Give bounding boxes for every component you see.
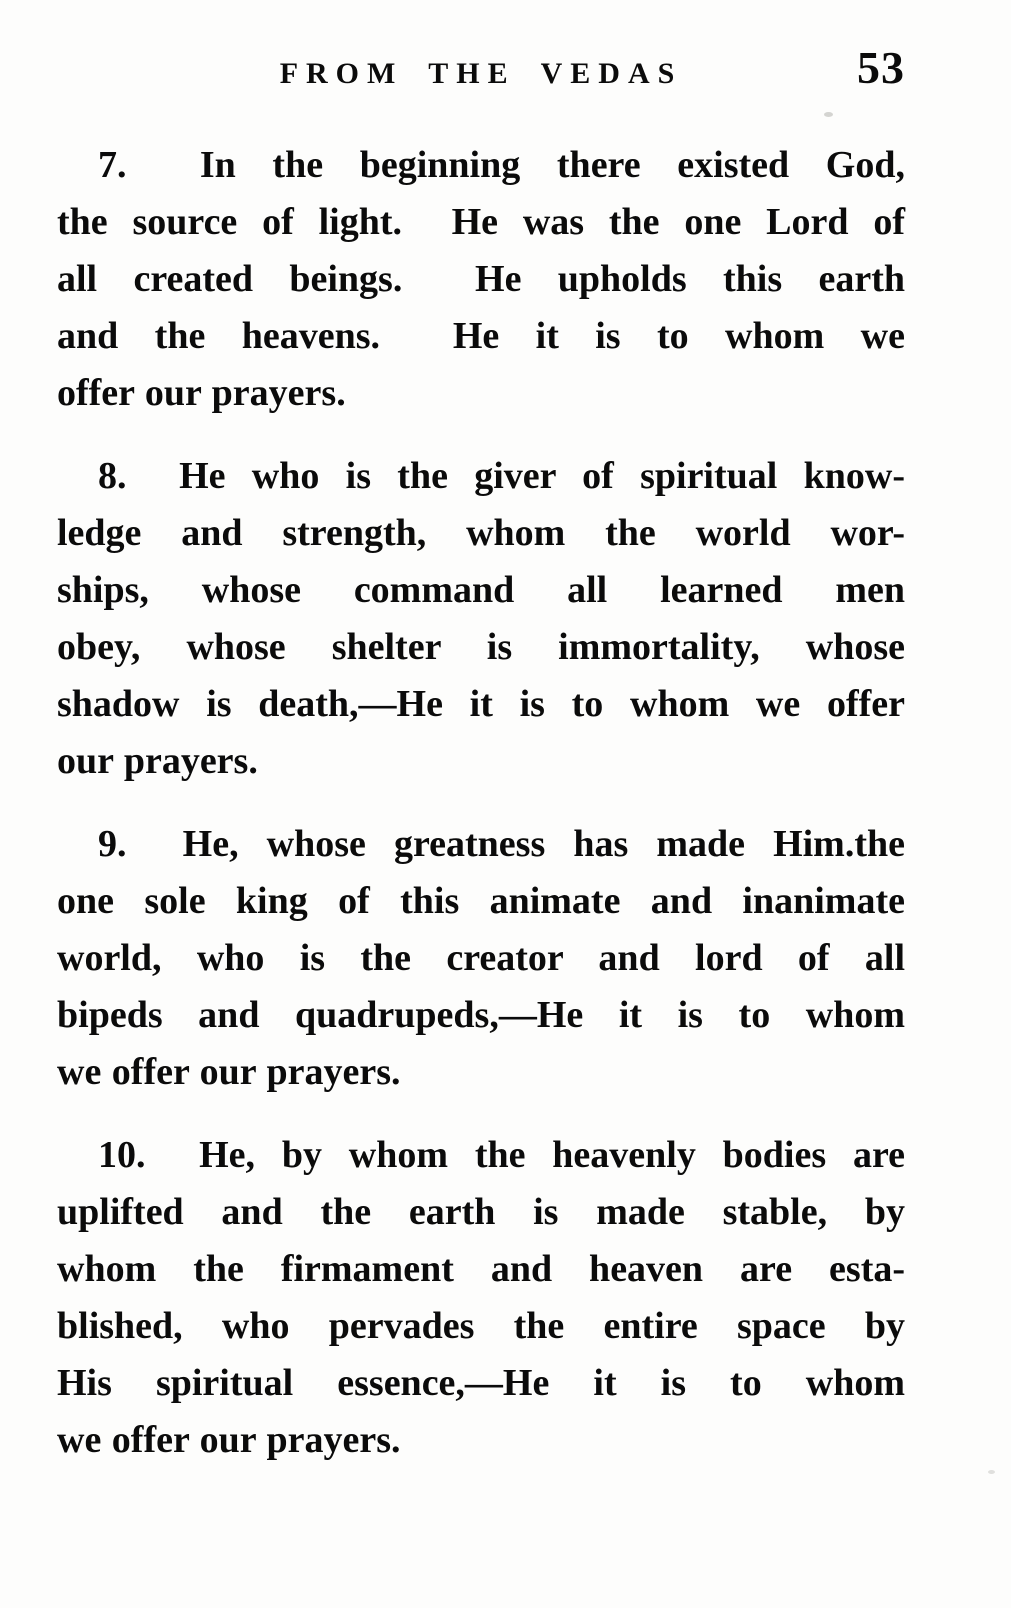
text-line: 9. He, whose greatness has made Him.the	[98, 823, 905, 865]
text-line: uplifted and the earth is made stable, by	[57, 1191, 905, 1233]
text-line: 7. In the beginning there existed God,	[98, 144, 905, 186]
text-line: ships, whose command all learned men	[57, 569, 905, 611]
scan-smudge-artifact	[988, 1470, 995, 1474]
text-line: blished, who pervades the entire space by	[57, 1305, 905, 1347]
paragraph-8	[57, 448, 905, 790]
text-line: shadow is death,—He it is to whom we offer	[57, 683, 905, 725]
text-line: and the heavens. He it is to whom we	[57, 315, 905, 357]
text-line: bipeds and quadrupeds,—He it is to whom	[57, 994, 905, 1036]
paragraph-9	[57, 816, 905, 1101]
text-line: 10. He, by whom the heavenly bodies are	[98, 1134, 905, 1176]
text-line: our prayers.	[57, 740, 258, 782]
text-line: His spiritual essence,—He it is to whom	[57, 1362, 905, 1404]
text-line: obey, whose shelter is immortality, whose	[57, 626, 905, 668]
paragraph-7	[57, 137, 905, 422]
page-number: 53	[857, 42, 905, 93]
scan-smudge-artifact	[824, 112, 833, 117]
text-line: all created beings. He upholds this earth	[57, 258, 905, 300]
paragraph-10	[57, 1127, 905, 1469]
text-line: we offer our prayers.	[57, 1051, 401, 1093]
running-title: FROM THE VEDAS	[279, 57, 683, 90]
text-line: ledge and strength, whom the world wor-	[57, 512, 905, 554]
text-line: world, who is the creator and lord of all	[57, 937, 905, 979]
text-line: 8. He who is the giver of spiritual know-	[98, 455, 905, 497]
text-line: whom the firmament and heaven are esta-	[57, 1248, 905, 1290]
text-line: offer our prayers.	[57, 372, 346, 414]
text-line: the source of light. He was the one Lord of	[57, 201, 905, 243]
text-line: one sole king of this animate and inanimate	[57, 880, 905, 922]
text-line: we offer our prayers.	[57, 1419, 401, 1461]
page-header	[57, 42, 905, 98]
body-text	[57, 137, 905, 1469]
